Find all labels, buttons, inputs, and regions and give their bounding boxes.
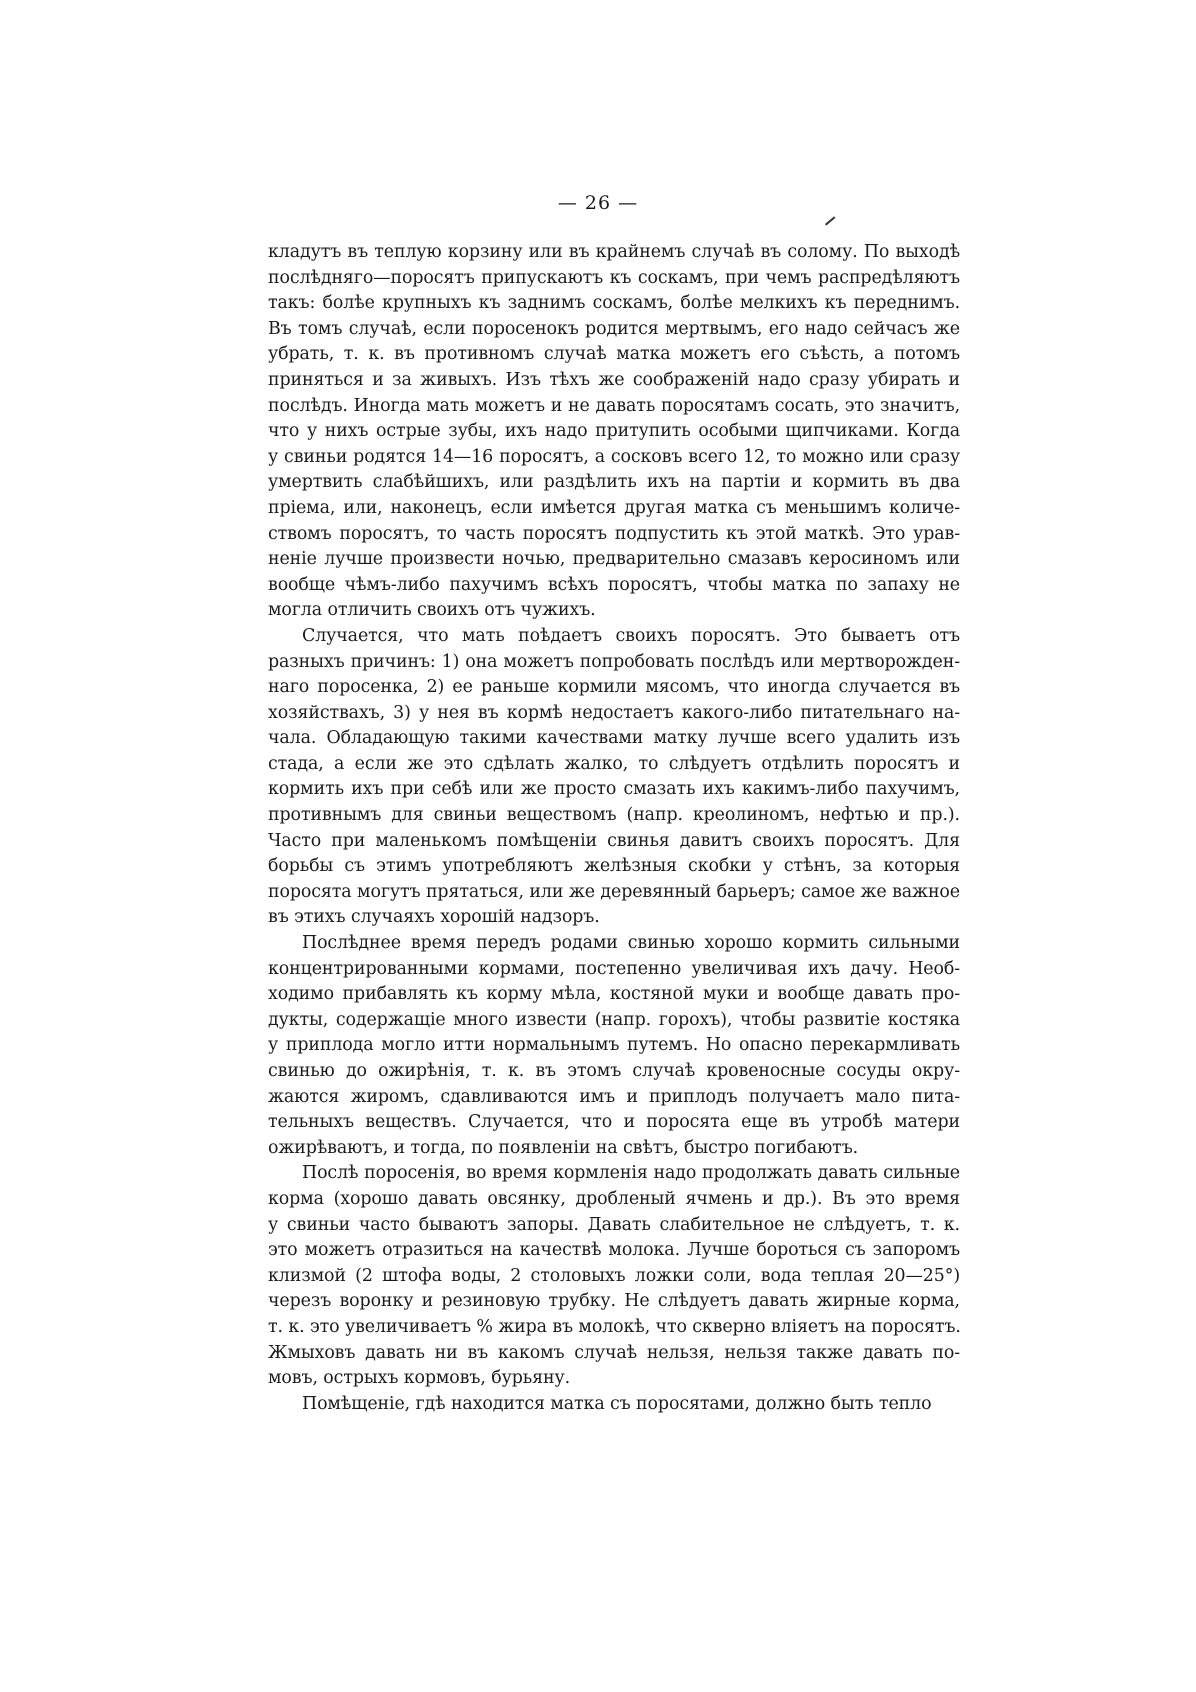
text-line: прiема, или, наконецъ, если имѣется другая матка съ меньшимъ количе- — [268, 497, 960, 518]
text-line: концентрированными кормами, постепенно увеличивая ихъ дачу. Необ- — [268, 958, 960, 979]
text-line: Часто при маленькомъ помѣщенiи свинья давитъ своихъ поросятъ. Для — [268, 830, 960, 851]
text-line: Помѣщенiе, гдѣ находится матка съ поросятами, должно быть тепло — [302, 1393, 932, 1414]
text-line: ходимо прибавлять къ корму мѣла, костяной муки и вообще давать про- — [268, 984, 960, 1005]
text-line: ожирѣваютъ, и тогда, по появленiи на свѣтъ, быстро погибаютъ. — [268, 1137, 859, 1158]
text-line: такъ: болѣе крупныхъ къ заднимъ соскамъ, болѣе мелкихъ къ переднимъ. — [268, 293, 960, 314]
text-line: приняться и за живыхъ. Изъ тѣхъ же соображенiй надо сразу убирать и — [268, 369, 960, 390]
text-line: Жмыховъ давать ни въ какомъ случаѣ нельзя, нельзя также давать по- — [268, 1342, 960, 1363]
text-line: хозяйствахъ, 3) у нея въ кормѣ недостаетъ какого-либо питательнаго на- — [268, 702, 960, 723]
text-line: послѣдъ. Иногда мать можетъ и не давать поросятамъ сосать, это значитъ, — [268, 395, 960, 416]
text-line: поросята могутъ прятаться, или же деревянный барьеръ; самое же важное — [268, 881, 960, 902]
text-line: у свиньи родятся 14—16 поросятъ, а сосковъ всего 12, то можно или сразу — [268, 446, 960, 467]
text-line: у приплода могло итти нормальнымъ путемъ. Но опасно перекармливать — [268, 1035, 960, 1056]
text-line: противнымъ для свиньи веществомъ (напр. креолиномъ, нефтью и пр.). — [268, 805, 960, 826]
text-line: кормить ихъ при себѣ или же просто смазать ихъ какимъ-либо пахучимъ, — [268, 779, 960, 800]
text-line: это можетъ отразиться на качествѣ молока. Лучше бороться съ запоромъ — [268, 1240, 960, 1261]
text-line: Въ томъ случаѣ, если поросенокъ родится мертвымъ, его надо сейчасъ же — [268, 318, 960, 339]
text-line: жаются жиромъ, сдавливаются имъ и приплодъ получаетъ мало пита- — [268, 1086, 960, 1107]
text-line: могла отличить своихъ отъ чужихъ. — [268, 600, 596, 621]
body-text — [268, 240, 960, 1417]
text-line: т. к. это увеличиваетъ % жира въ молокѣ, что скверно влiяетъ на поросятъ. — [268, 1316, 961, 1337]
text-line: ненiе лучше произвести ночью, предварительно смазавъ керосиномъ или — [268, 549, 960, 570]
paragraph — [268, 1161, 960, 1391]
text-line: борьбы съ этимъ употребляютъ желѣзныя скобки у стѣнъ, за которыя — [268, 856, 960, 877]
text-line: мовъ, острыхъ кормовъ, бурьяну. — [268, 1368, 571, 1389]
paragraph — [268, 624, 960, 931]
paragraph — [268, 931, 960, 1161]
pen-mark-icon — [822, 214, 836, 228]
text-line: Случается, что мать поѣдаетъ своихъ поросятъ. Это бываетъ отъ — [302, 625, 960, 646]
text-line: клизмой (2 штофа воды, 2 столовыхъ ложки соли, вода теплая 20—25°) — [268, 1265, 960, 1286]
text-line: свинью до ожирѣнiя, т. к. въ этомъ случаѣ кровеносные сосуды окру- — [268, 1061, 960, 1081]
text-line: дукты, содержащiе много извести (напр. горохъ), чтобы развитiе костяка — [268, 1009, 960, 1030]
text-line: чала. Обладающую такими качествами матку лучше всего удалить изъ — [268, 728, 960, 749]
text-line: Послѣднее время передъ родами свинью хорошо кормить сильными — [302, 933, 960, 954]
text-line: черезъ воронку и резиновую трубку. Не слѣдуетъ давать жирные корма, — [268, 1291, 960, 1312]
text-line: что у нихъ острые зубы, ихъ надо притупить особыми щипчиками. Когда — [268, 421, 960, 442]
text-line: тельныхъ веществъ. Случается, что и поросята еще въ утробѣ матери — [268, 1112, 960, 1133]
page-number: — 26 — — [557, 192, 639, 214]
text-line: умертвить слабѣйшихъ, или раздѣлить ихъ на партiи и кормить въ два — [268, 472, 960, 493]
text-line: у свиньи часто бываютъ запоры. Давать слабительное не слѣдуетъ, т. к. — [268, 1214, 960, 1235]
text-line: кладутъ въ теплую корзину или въ крайнемъ случаѣ въ солому. По выходѣ — [268, 242, 960, 262]
text-line: разныхъ причинъ: 1) она можетъ попробовать послѣдъ или мертворожден- — [268, 651, 960, 672]
text-line: стада, а если же это сдѣлать жалко, то слѣдуетъ отдѣлить поросятъ и — [268, 753, 960, 774]
text-line: ствомъ поросятъ, то часть поросятъ подпустить къ этой маткѣ. Это урав- — [268, 523, 960, 544]
text-line: въ этихъ случаяхъ хорошiй надзоръ. — [268, 907, 600, 928]
paragraph — [268, 240, 960, 624]
text-line: наго поросенка, 2) ее раньше кормили мясомъ, что иногда случается въ — [268, 677, 960, 698]
text-line: корма (хорошо давать овсянку, дробленый ячмень и др.). Въ это время — [268, 1188, 960, 1209]
paragraph — [268, 1392, 960, 1418]
text-line: убрать, т. к. въ противномъ случаѣ матка можетъ его съѣсть, а потомъ — [268, 344, 960, 365]
text-line: вообще чѣмъ-либо пахучимъ всѣхъ поросятъ, чтобы матка по запаху не — [268, 574, 960, 595]
text-line: послѣдняго—поросятъ припускаютъ къ соскамъ, при чемъ распредѣляютъ — [268, 267, 960, 288]
text-line: Послѣ поросенiя, во время кормленiя надо продолжать давать сильные — [302, 1163, 960, 1184]
